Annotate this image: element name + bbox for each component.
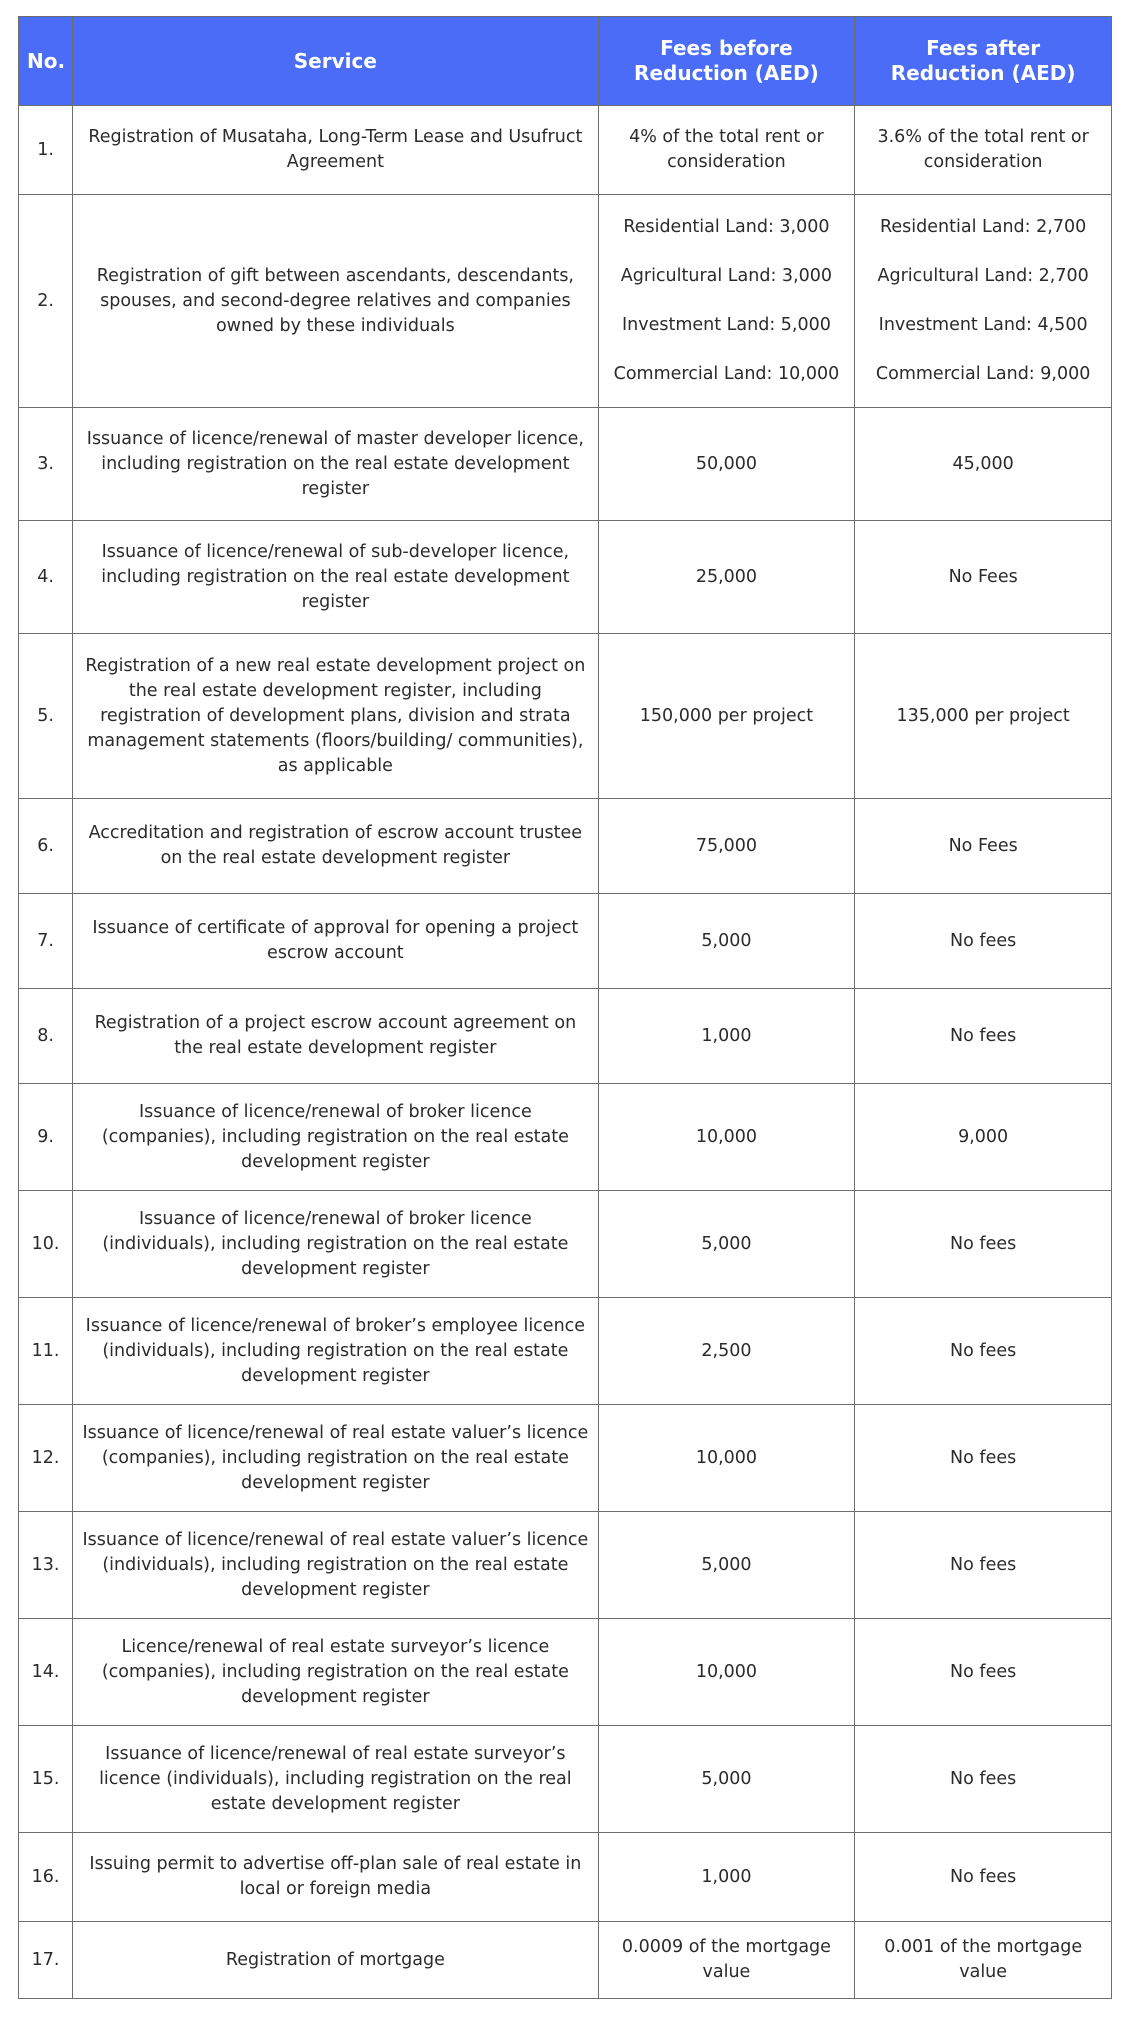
fees-after-cell: 3.6% of the total rent or consideration [855,106,1112,195]
fees-before-cell: 75,000 [598,799,855,894]
row-number: 1. [19,106,73,195]
header-fees-after [855,17,1112,106]
row-number: 12. [19,1405,73,1512]
row-number: 15. [19,1726,73,1833]
fee-line: Agricultural Land: 2,700 [877,266,1089,286]
fee-line: Investment Land: 4,500 [878,315,1088,335]
service-cell: Issuance of certificate of approval for opening a project escrow account [73,894,598,989]
header-row [19,17,1112,106]
fees-after-cell: No fees [855,1726,1112,1833]
fees-before-cell: 2,500 [598,1298,855,1405]
service-cell: Issuance of licence/renewal of broker licence (companies), including registration on the real estate development register [73,1084,598,1191]
fees-before-cell [598,195,855,408]
service-cell: Registration of gift between ascendants, descendants, spouses, and second-degree relatives and companies owned by these individuals [73,195,598,408]
fees-before-cell: 10,000 [598,1405,855,1512]
row-number: 7. [19,894,73,989]
row-number: 9. [19,1084,73,1191]
fees-before-cell: 5,000 [598,1191,855,1298]
fees-after-cell: No fees [855,1298,1112,1405]
service-cell: Issuing permit to advertise off-plan sale of real estate in local or foreign media [73,1833,598,1922]
row-number: 11. [19,1298,73,1405]
table-row [19,1298,1112,1405]
fee-line: Agricultural Land: 3,000 [620,266,833,286]
fees-after-cell: 0.001 of the mortgage value [855,1922,1112,1999]
fees-after-cell: No fees [855,894,1112,989]
table-row [19,1619,1112,1726]
fees-after-cell: No fees [855,1619,1112,1726]
table-row [19,894,1112,989]
fees-after-cell [855,195,1112,408]
row-number: 4. [19,521,73,634]
row-number: 5. [19,634,73,799]
fees-table [18,16,1112,1999]
fees-after-list [863,215,1103,387]
fees-after-cell: 45,000 [855,408,1112,521]
table-row [19,106,1112,195]
row-number: 2. [19,195,73,408]
table-row [19,989,1112,1084]
service-cell: Issuance of licence/renewal of broker’s employee licence (individuals), including registration on the real estate development register [73,1298,598,1405]
table-row [19,195,1112,408]
header-fees-before-label: Fees before Reduction (AED) [634,36,819,85]
service-cell: Issuance of licence/renewal of real estate surveyor’s licence (individuals), including registration on the real estate development register [73,1726,598,1833]
service-cell: Licence/renewal of real estate surveyor’s licence (companies), including registration on the real estate development register [73,1619,598,1726]
fees-before-cell: 10,000 [598,1619,855,1726]
service-cell: Issuance of licence/renewal of sub-developer licence, including registration on the real estate development register [73,521,598,634]
fees-before-cell: 5,000 [598,1726,855,1833]
row-number: 8. [19,989,73,1084]
service-cell: Accreditation and registration of escrow account trustee on the real estate development register [73,799,598,894]
table-row [19,1084,1112,1191]
service-cell: Issuance of licence/renewal of real estate valuer’s licence (individuals), including registration on the real estate development register [73,1512,598,1619]
table-row [19,521,1112,634]
header-no: No. [19,17,73,106]
table-header [19,17,1112,106]
fees-before-cell: 25,000 [598,521,855,634]
fees-before-cell: 0.0009 of the mortgage value [598,1922,855,1999]
fee-line: Residential Land: 2,700 [880,217,1087,237]
fees-before-list [607,215,847,387]
service-cell: Issuance of licence/renewal of broker licence (individuals), including registration on the real estate development register [73,1191,598,1298]
table-row [19,408,1112,521]
row-number: 10. [19,1191,73,1298]
fees-before-cell: 1,000 [598,989,855,1084]
service-cell: Issuance of licence/renewal of real estate valuer’s licence (companies), including registration on the real estate development register [73,1405,598,1512]
fees-before-cell: 5,000 [598,894,855,989]
row-number: 14. [19,1619,73,1726]
table-row [19,799,1112,894]
fee-line: Commercial Land: 10,000 [613,364,840,384]
row-number: 17. [19,1922,73,1999]
fee-line: Investment Land: 5,000 [621,315,831,335]
fees-after-cell: 135,000 per project [855,634,1112,799]
service-cell: Registration of a new real estate development project on the real estate development register, including registration of development plans, division and strata management statements (floors/building/ communities), as applicable [73,634,598,799]
row-number: 6. [19,799,73,894]
fees-before-cell: 50,000 [598,408,855,521]
fees-after-cell: No fees [855,1191,1112,1298]
table-row [19,1405,1112,1512]
fees-before-cell: 10,000 [598,1084,855,1191]
fees-before-cell: 5,000 [598,1512,855,1619]
row-number: 13. [19,1512,73,1619]
table-row [19,1191,1112,1298]
service-cell: Registration of mortgage [73,1922,598,1999]
header-fees-after-label: Fees after Reduction (AED) [890,36,1076,85]
service-cell: Registration of Musataha, Long-Term Lease and Usufruct Agreement [73,106,598,195]
row-number: 3. [19,408,73,521]
fees-after-cell: No fees [855,1512,1112,1619]
table-row [19,1922,1112,1999]
table-row [19,1726,1112,1833]
service-cell: Issuance of licence/renewal of master developer licence, including registration on the real estate development register [73,408,598,521]
fees-before-cell: 150,000 per project [598,634,855,799]
fee-line: Residential Land: 3,000 [623,217,830,237]
table-body [19,106,1112,1999]
fees-before-cell: 4% of the total rent or consideration [598,106,855,195]
fee-line: Commercial Land: 9,000 [875,364,1091,384]
fees-after-cell: 9,000 [855,1084,1112,1191]
table-row [19,634,1112,799]
header-service: Service [73,17,598,106]
fees-after-cell: No fees [855,1833,1112,1922]
table-row [19,1833,1112,1922]
table-row [19,1512,1112,1619]
fees-after-cell: No fees [855,989,1112,1084]
fees-after-cell: No Fees [855,521,1112,634]
fees-after-cell: No fees [855,1405,1112,1512]
header-fees-before [598,17,855,106]
service-cell: Registration of a project escrow account agreement on the real estate development register [73,989,598,1084]
fees-before-cell: 1,000 [598,1833,855,1922]
fees-after-cell: No Fees [855,799,1112,894]
row-number: 16. [19,1833,73,1922]
